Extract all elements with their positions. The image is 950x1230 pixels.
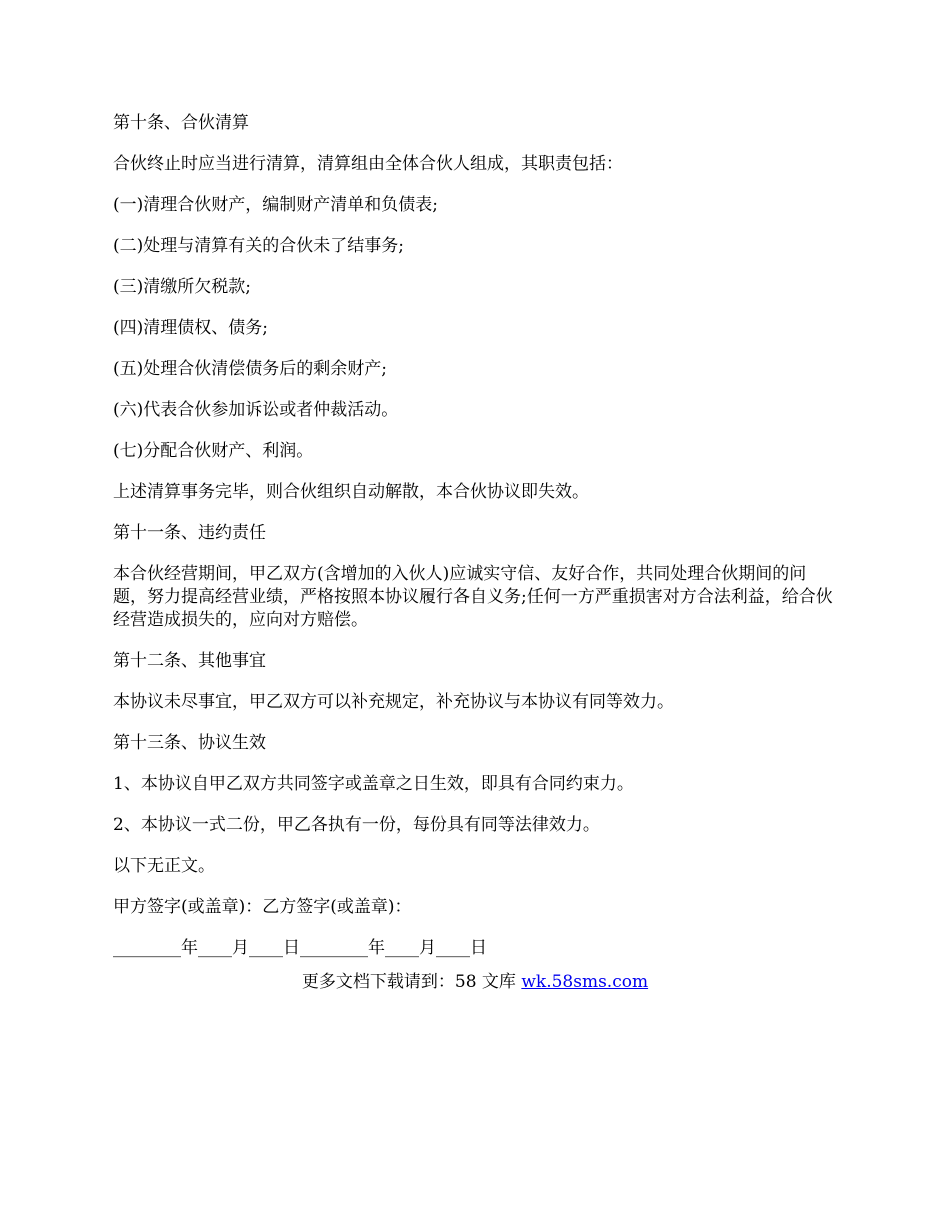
- paragraph-liquidation-intro: 合伙终止时应当进行清算，清算组由全体合伙人组成，其职责包括：: [113, 154, 623, 174]
- footer: [0, 971, 950, 994]
- paragraph-dissolution: 上述清算事务完毕，则合伙组织自动解散，本合伙协议即失效。: [113, 482, 589, 502]
- list-item-3: (三)清缴所欠税款;: [113, 277, 251, 297]
- list-item-4: (四)清理债权、债务;: [113, 318, 268, 338]
- paragraph-other-matters: 本协议未尽事宜，甲乙双方可以补充规定，补充协议与本协议有同等效力。: [113, 692, 674, 712]
- footer-text: 更多文档下载请到：58 文库: [301, 972, 522, 992]
- list-item-6: (六)代表合伙参加诉讼或者仲裁活动。: [113, 400, 399, 420]
- signature-date-line: ________年____月____日________年____月____日: [113, 938, 487, 958]
- section-heading-13: 第十三条、协议生效: [113, 733, 266, 753]
- footer-link[interactable]: wk.58sms.com: [521, 972, 649, 992]
- section-heading-10: 第十条、合伙清算: [113, 113, 249, 133]
- list-item-5: (五)处理合伙清偿债务后的剩余财产;: [113, 359, 387, 379]
- section-heading-11: 第十一条、违约责任: [113, 523, 266, 543]
- paragraph-liability: 本合伙经营期间，甲乙双方(含增加的入伙人)应诚实守信、友好合作，共同处理合伙期间的问题，努力提高经营业绩，严格按照本协议履行各自义务;任何一方严重损害对方合法利益，给合伙经营造成损失的，应向对方赔偿。: [113, 564, 833, 630]
- signature-labels: 甲方签字(或盖章)：乙方签字(或盖章)：: [113, 897, 412, 917]
- section-heading-12: 第十二条、其他事宜: [113, 651, 266, 671]
- paragraph-end-of-text: 以下无正文。: [113, 856, 215, 876]
- document-body: [113, 112, 838, 978]
- list-item-1: (一)清理合伙财产，编制财产清单和负债表;: [113, 195, 438, 215]
- list-item-7: (七)分配合伙财产、利润。: [113, 441, 314, 461]
- paragraph-effective-2: 2、本协议一式二份，甲乙各执有一份，每份具有同等法律效力。: [113, 815, 600, 835]
- list-item-2: (二)处理与清算有关的合伙未了结事务;: [113, 236, 404, 256]
- paragraph-effective-1: 1、本协议自甲乙双方共同签字或盖章之日生效，即具有合同约束力。: [113, 774, 634, 794]
